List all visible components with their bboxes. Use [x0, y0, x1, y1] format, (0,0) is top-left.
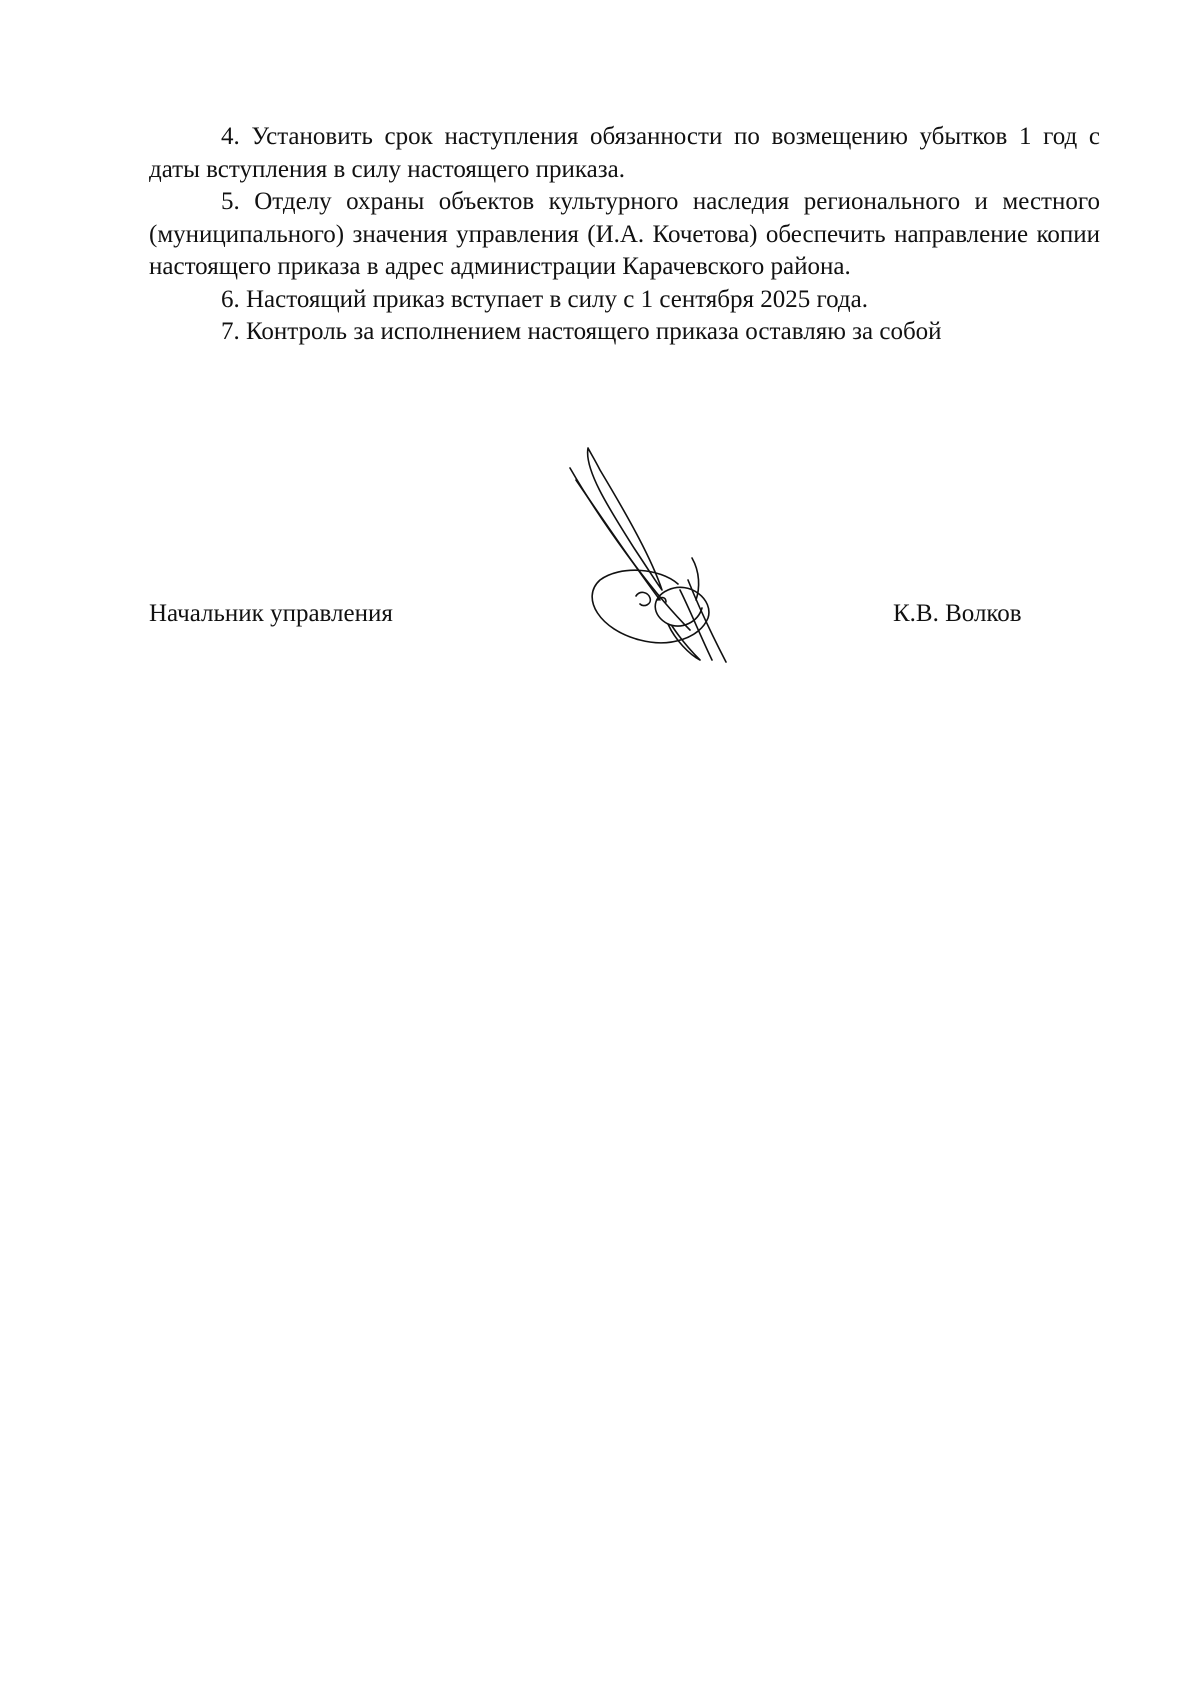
paragraph-5: 5. Отделу охраны объектов культурного наследия регионального и местного (муниципального) значения управления (И.А. Кочетова) обеспечить направление копии настоящего приказа в адрес администрации Карачевского района. — [149, 188, 1100, 280]
signatory-name: К.В. Волков — [893, 600, 1022, 627]
paragraph-7: 7. Контроль за исполнением настоящего приказа оставляю за собой — [221, 318, 942, 345]
paragraph-6: 6. Настоящий приказ вступает в силу с 1 сентября 2025 года. — [221, 285, 868, 313]
paragraph-4: 4. Установить срок наступления обязанности по возмещению убытков 1 год с даты вступления в силу настоящего приказа. — [149, 123, 1100, 183]
signature-icon — [540, 440, 760, 680]
signatory-position: Начальник управления — [149, 600, 393, 627]
signature-block — [0, 0, 1200, 700]
